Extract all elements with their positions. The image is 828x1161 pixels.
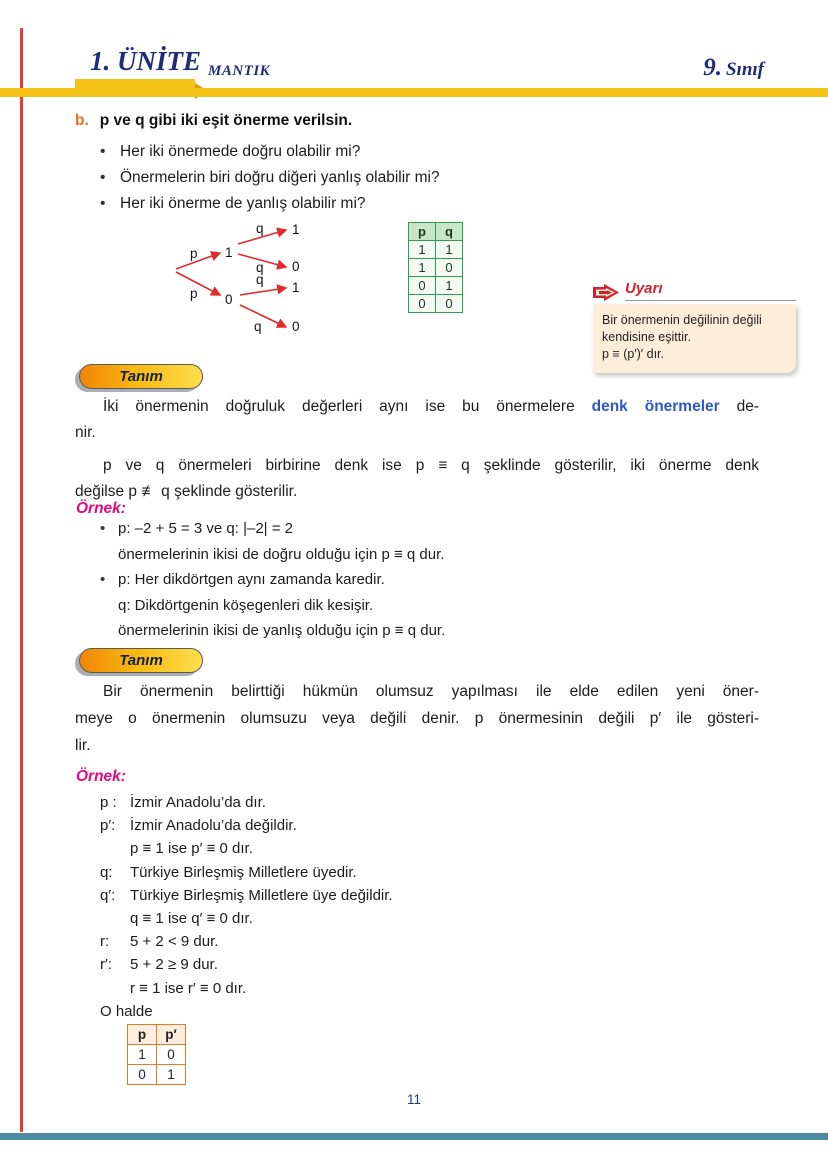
definition1-line1-post: de- bbox=[719, 398, 759, 415]
uyari-title: Uyarı bbox=[625, 280, 663, 297]
tree-labels bbox=[190, 221, 300, 334]
negation-table-header-row bbox=[128, 1025, 186, 1045]
truth-table bbox=[408, 222, 463, 313]
tree-edge-label-p: p bbox=[190, 286, 198, 301]
question-text: Her iki önermede doğru olabilir mi? bbox=[120, 143, 361, 160]
ornek-label: Örnek: bbox=[76, 768, 126, 785]
question-text: Önermelerin biri doğru diğeri yanlış olabilir mi? bbox=[120, 169, 440, 186]
text-line: Bir önermenin belirttiği hükmün olumsuz yapılması ile elde edilen yeni öner- bbox=[103, 683, 759, 700]
definition1-line1-pre: İki önermenin doğruluk değerleri aynı ise bu önermelere bbox=[103, 398, 592, 415]
definition1-text bbox=[75, 394, 759, 505]
example-text: p: Her dikdörtgen aynı zamanda karedir. bbox=[118, 571, 385, 588]
statement-row bbox=[100, 884, 660, 907]
statement-text: Türkiye Birleşmiş Milletlere üye değildir. bbox=[130, 886, 393, 904]
section-b-label: b. bbox=[75, 112, 89, 129]
text-line: değilse p ≢ q şeklinde gösterilir. bbox=[75, 483, 298, 500]
example-text: önermelerinin ikisi de yanlış olduğu için p ≡ q dur. bbox=[118, 622, 446, 639]
example-line bbox=[100, 593, 660, 619]
statement-text: p ≡ 1 ise p′ ≡ 0 dır. bbox=[130, 840, 253, 858]
truth-table-cell: 0 bbox=[409, 277, 436, 295]
question-text: Her iki önerme de yanlış olabilir mi? bbox=[120, 195, 366, 212]
statement-row bbox=[100, 953, 660, 976]
text-line: nir. bbox=[75, 424, 96, 441]
truth-table-cell: 0 bbox=[436, 295, 463, 313]
tanim-badge bbox=[79, 648, 203, 673]
page-number: 11 bbox=[406, 1092, 421, 1107]
negation-table-cell: 1 bbox=[128, 1045, 157, 1065]
tree-edge-label-q: q bbox=[256, 260, 264, 275]
example-text: p: –2 + 5 = 3 ve q: |–2| = 2 bbox=[118, 520, 294, 537]
tree-edge-label-q: q bbox=[254, 319, 262, 334]
example-text: q: Dikdörtgenin köşegenleri dik kesişir. bbox=[118, 596, 374, 614]
truth-table-row bbox=[409, 277, 463, 295]
tanim-badge bbox=[79, 364, 203, 389]
text-line bbox=[75, 394, 759, 420]
left-margin-rule bbox=[20, 28, 23, 1132]
tree-node-value: 1 bbox=[225, 245, 233, 260]
truth-table-header: p bbox=[409, 223, 436, 241]
term-denk-onermeler: denk önermeler bbox=[591, 398, 720, 415]
statement-text: Türkiye Birleşmiş Milletlere üyedir. bbox=[130, 863, 357, 881]
tree-edge-label-p: p bbox=[190, 246, 198, 261]
footer-bar bbox=[0, 1133, 828, 1140]
question-list bbox=[75, 139, 695, 217]
grade-text: Sınıf bbox=[725, 59, 764, 80]
statement-row bbox=[100, 837, 660, 860]
truth-tree-diagram bbox=[150, 210, 385, 342]
grade-label bbox=[703, 54, 764, 82]
negation-table-cell: 0 bbox=[157, 1045, 186, 1065]
tree-leaf-value: 0 bbox=[292, 259, 300, 274]
negation-table-header: p bbox=[128, 1025, 157, 1045]
text-line: meye o önermenin olumsuzu veya değili denir. p önermesinin değili p′ ile gösteri- bbox=[75, 710, 759, 727]
statement-text: 5 + 2 < 9 dur. bbox=[130, 933, 219, 951]
truth-table-header-row bbox=[409, 223, 463, 241]
negation-table-row bbox=[128, 1065, 186, 1085]
tanim-badge-label: Tanım bbox=[119, 368, 163, 385]
truth-table-cell: 0 bbox=[409, 295, 436, 313]
statement-text: r ≡ 1 ise r′ ≡ 0 dır. bbox=[130, 979, 247, 997]
statement-row bbox=[100, 907, 660, 930]
question-item bbox=[75, 165, 695, 191]
negation-table-cell: 0 bbox=[128, 1065, 157, 1085]
uyari-formula: p ≡ (p′)′ dır. bbox=[602, 347, 664, 361]
tree-edge-label-q: q bbox=[256, 221, 264, 236]
truth-table-header: q bbox=[436, 223, 463, 241]
truth-table-cell: 0 bbox=[436, 259, 463, 277]
truth-table-cell: 1 bbox=[409, 259, 436, 277]
uyari-header bbox=[593, 280, 796, 301]
tree-leaf-value: 1 bbox=[292, 222, 300, 237]
negation-table-row bbox=[128, 1045, 186, 1065]
statement-text: İzmir Anadolu’da değildir. bbox=[130, 817, 297, 835]
unit-title: 1. ÜNİTE bbox=[90, 46, 202, 76]
tree-node-value: 0 bbox=[225, 292, 233, 307]
o-halde-line: O halde bbox=[100, 1002, 153, 1020]
example-text: önermelerinin ikisi de doğru olduğu için p ≡ q dur. bbox=[118, 545, 445, 563]
tree-leaf-value: 0 bbox=[292, 319, 300, 334]
subject-label: MANTIK bbox=[208, 63, 271, 79]
uyari-title-underline bbox=[625, 280, 796, 301]
uyari-callout bbox=[593, 280, 796, 373]
example-line bbox=[100, 542, 660, 568]
statement-key: r: bbox=[100, 933, 110, 951]
statement-row bbox=[100, 977, 660, 1000]
tanim-badge-label: Tanım bbox=[119, 652, 163, 669]
statement-row bbox=[100, 861, 660, 884]
statement-row bbox=[100, 791, 660, 814]
section-b-title: p ve q gibi iki eşit önerme verilsin. bbox=[99, 112, 353, 129]
truth-table-row bbox=[409, 241, 463, 259]
statement-key: q′: bbox=[100, 886, 116, 904]
statement-key: p : bbox=[100, 794, 117, 811]
text-line: lir. bbox=[75, 737, 91, 754]
text-line: p ve q önermeleri birbirine denk ise p ≡ q şeklinde gösterilir, iki önerme denk bbox=[103, 457, 759, 474]
statement-key: p′: bbox=[100, 817, 116, 835]
truth-table-cell: 1 bbox=[409, 241, 436, 259]
truth-table-cell: 1 bbox=[436, 277, 463, 295]
example-line bbox=[100, 567, 660, 593]
example-line bbox=[100, 516, 660, 542]
example-line bbox=[100, 618, 660, 644]
truth-table-cell: 1 bbox=[436, 241, 463, 259]
tree-leaf-value: 1 bbox=[292, 280, 300, 295]
statement-key: r′: bbox=[100, 956, 112, 974]
uyari-arrow-icon bbox=[593, 284, 620, 301]
question-item bbox=[75, 139, 695, 165]
truth-table-row bbox=[409, 259, 463, 277]
tree-edge-label-q: q bbox=[256, 272, 264, 287]
statement-text: 5 + 2 ≥ 9 dur. bbox=[130, 956, 218, 974]
grade-number: 9. bbox=[703, 54, 722, 81]
definition2-text bbox=[75, 678, 759, 759]
statement-text: İzmir Anadolu’da dır. bbox=[130, 794, 266, 811]
negation-table-header: p′ bbox=[157, 1025, 186, 1045]
uyari-body bbox=[593, 304, 796, 373]
truth-table-row bbox=[409, 295, 463, 313]
statement-row bbox=[100, 930, 660, 953]
ornek1-content bbox=[100, 516, 660, 644]
statement-key: q: bbox=[100, 863, 113, 881]
negation-table-cell: 1 bbox=[157, 1065, 186, 1085]
header-yellow-bar bbox=[0, 88, 828, 97]
uyari-text: Bir önermenin değilinin değili kendisine eşittir. bbox=[602, 313, 762, 344]
ornek-label: Örnek: bbox=[76, 500, 126, 517]
section-b bbox=[75, 112, 695, 217]
section-b-heading bbox=[75, 112, 695, 130]
statement-text: q ≡ 1 ise q′ ≡ 0 dır. bbox=[130, 910, 253, 928]
statement-row bbox=[100, 814, 660, 837]
negation-table bbox=[127, 1024, 186, 1085]
ornek2-content bbox=[100, 791, 660, 1023]
